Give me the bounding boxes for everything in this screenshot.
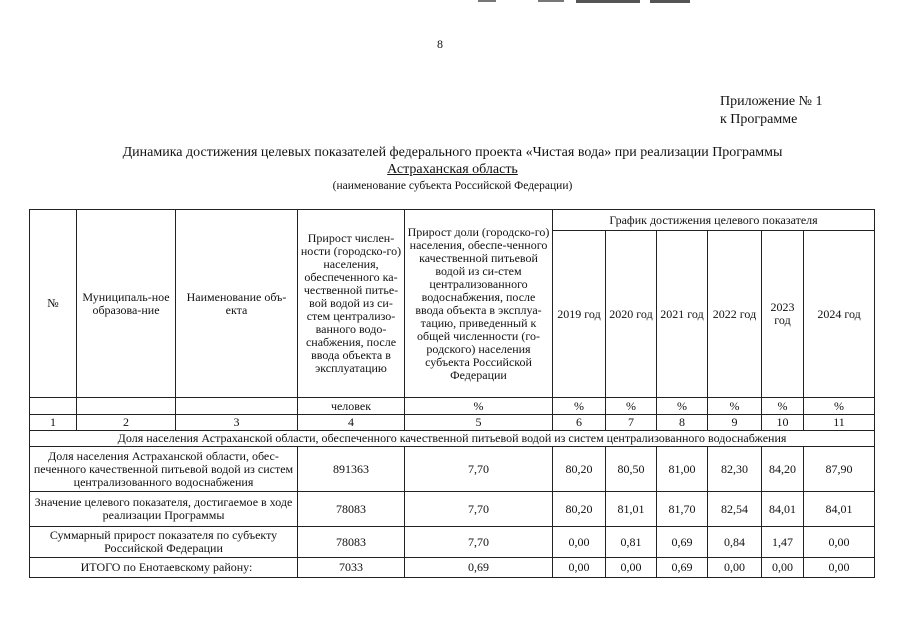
header-row-top [30, 210, 875, 231]
section-row [30, 431, 875, 447]
column-number: 4 [298, 415, 405, 431]
units-empty [30, 398, 77, 415]
unit-year: % [804, 398, 875, 415]
row-year-value: 80,50 [606, 447, 657, 492]
header-object: Наименование объ-екта [176, 210, 298, 398]
row-year-value: 84,20 [762, 447, 804, 492]
units-row [30, 398, 875, 415]
row-label: Значение целевого показателя, достигаемое в ходе реализации Программы [30, 492, 298, 527]
section-title: Доля населения Астраханской области, обеспеченного качественной питьевой водой из систем централизованного водоснабжения [30, 431, 875, 447]
header-num: № [30, 210, 77, 398]
appendix-line-1: Приложение № 1 [720, 94, 823, 109]
row-label: Доля населения Астраханской области, обес-печенного качественной питьевой водой из систем централизованного водоснабжения [30, 447, 298, 492]
document-title: Динамика достижения целевых показателей федерального проекта «Чистая вода» при реализации Программы [122, 145, 783, 160]
row-label: Суммарный прирост показателя по субъекту Российской Федерации [30, 527, 298, 558]
units-empty [176, 398, 298, 415]
column-number: 11 [804, 415, 875, 431]
appendix-line-2: к Программе [720, 112, 798, 127]
header-share-growth: Прирост доли (городско-го) населения, обеспе-ченного качественной питьевой водой из си-стем централизованного водоснабжения, после ввода объекта в эксплуа-тацию, приведенный к общей численности (го-родского) населения субъекта Российской Федерации [405, 210, 553, 398]
row-year-value: 81,01 [606, 492, 657, 527]
unit-year: % [606, 398, 657, 415]
row-year-value: 0,69 [657, 527, 708, 558]
row-year-value: 0,00 [708, 558, 762, 578]
unit-year: % [708, 398, 762, 415]
unit-pop: человек [298, 398, 405, 415]
header-year-2020: 2020 год [606, 231, 657, 398]
column-number: 2 [77, 415, 176, 431]
appendix-note [720, 93, 823, 129]
row-share: 7,70 [405, 527, 553, 558]
row-year-value: 87,90 [804, 447, 875, 492]
header-year-2022: 2022 год [708, 231, 762, 398]
row-pop: 891363 [298, 447, 405, 492]
row-year-value: 0,00 [762, 558, 804, 578]
scan-artifact-mark [478, 0, 694, 5]
indicators-table [29, 209, 875, 578]
column-number: 5 [405, 415, 553, 431]
row-year-value: 81,00 [657, 447, 708, 492]
row-year-value: 0,00 [804, 527, 875, 558]
header-schedule: График достижения целевого показателя [553, 210, 875, 231]
column-number: 9 [708, 415, 762, 431]
row-year-value: 84,01 [804, 492, 875, 527]
unit-year: % [762, 398, 804, 415]
column-number: 3 [176, 415, 298, 431]
row-year-value: 80,20 [553, 447, 606, 492]
row-year-value: 0,00 [553, 558, 606, 578]
units-empty [77, 398, 176, 415]
row-year-value: 82,30 [708, 447, 762, 492]
header-municipality: Муниципаль-ное образова-ние [77, 210, 176, 398]
row-year-value: 0,84 [708, 527, 762, 558]
row-year-value: 81,70 [657, 492, 708, 527]
column-number: 1 [30, 415, 77, 431]
column-number: 8 [657, 415, 708, 431]
row-pop: 78083 [298, 527, 405, 558]
row-year-value: 84,01 [762, 492, 804, 527]
unit-share: % [405, 398, 553, 415]
row-year-value: 0,69 [657, 558, 708, 578]
row-year-value: 0,81 [606, 527, 657, 558]
row-label: ИТОГО по Енотаевскому району: [30, 558, 298, 578]
region-name [0, 161, 905, 178]
row-year-value: 0,00 [606, 558, 657, 578]
unit-year: % [657, 398, 708, 415]
row-share: 7,70 [405, 492, 553, 527]
header-year-2023: 2023 год [762, 231, 804, 398]
row-pop: 7033 [298, 558, 405, 578]
column-number: 10 [762, 415, 804, 431]
row-year-value: 0,00 [553, 527, 606, 558]
column-number: 7 [606, 415, 657, 431]
unit-year: % [553, 398, 606, 415]
row-share: 7,70 [405, 447, 553, 492]
header-pop-growth: Прирост числен-ности (городско-го) населения, обеспеченного ка-чественной питье-вой водой из си-стем централизо-ванного водо-снабжения, после ввода объекта в эксплуатацию [298, 210, 405, 398]
table-row [30, 527, 875, 558]
region-caption: (наименование субъекта Российской Федерации) [332, 180, 573, 192]
row-year-value: 0,00 [804, 558, 875, 578]
page-number: 8 [437, 37, 443, 51]
row-share: 0,69 [405, 558, 553, 578]
header-year-2021: 2021 год [657, 231, 708, 398]
table-row [30, 492, 875, 527]
row-pop: 78083 [298, 492, 405, 527]
header-year-2024: 2024 год [804, 231, 875, 398]
row-year-value: 1,47 [762, 527, 804, 558]
region-name-text: Астраханская область [387, 162, 518, 177]
row-year-value: 82,54 [708, 492, 762, 527]
header-year-2019: 2019 год [553, 231, 606, 398]
table-row [30, 447, 875, 492]
column-numbers-row [30, 415, 875, 431]
row-year-value: 80,20 [553, 492, 606, 527]
table-row [30, 558, 875, 578]
column-number: 6 [553, 415, 606, 431]
